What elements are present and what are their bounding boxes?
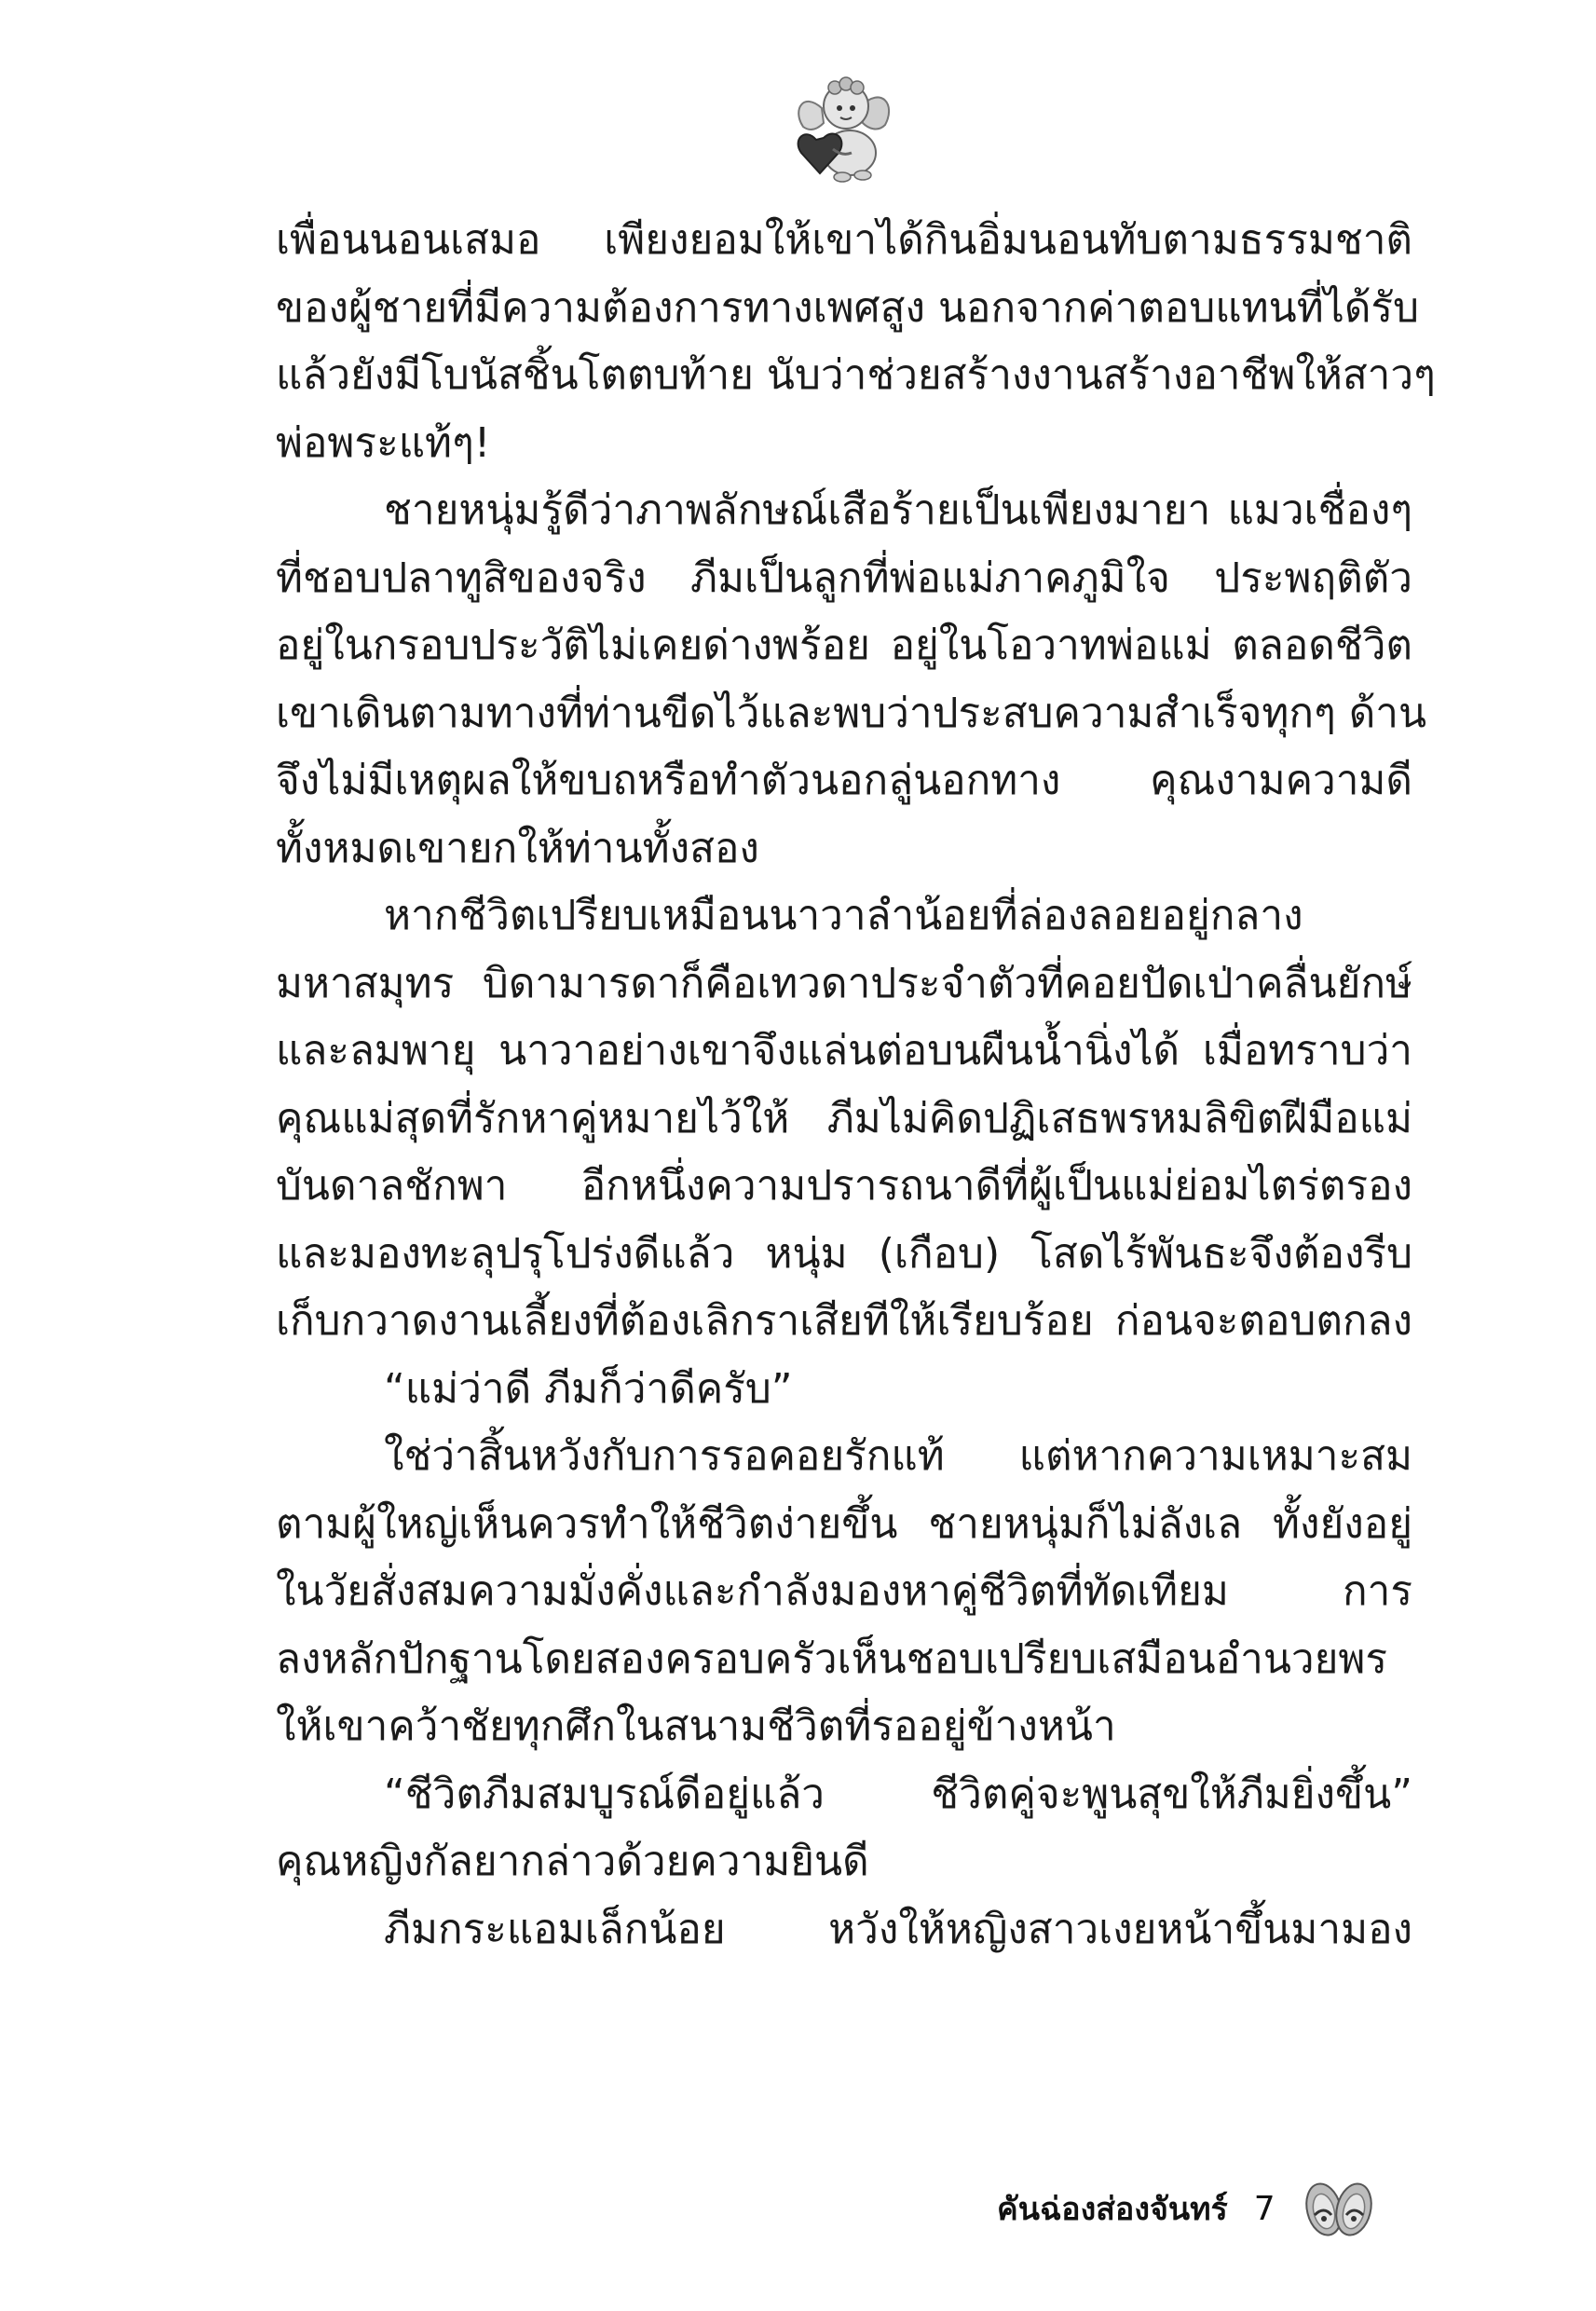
text-line: และมองทะลุปรุโปร่งดีแล้ว หนุ่ม (เกือบ) โสดไร้พันธะจึงต้องรีบ	[276, 1229, 1412, 1278]
text-line: จึงไม่มีเหตุผลให้ขบถหรือทำตัวนอกลู่นอกทาง คุณงามความดี	[276, 757, 1412, 804]
text-line: แล้วยังมีโบนัสชิ้นโตตบท้าย นับว่าช่วยสร้างงานสร้างอาชีพให้สาวๆ	[276, 351, 1436, 399]
paragraph	[276, 477, 1427, 882]
text-line: หากชีวิตเปรียบเหมือนนาวาลำน้อยที่ล่องลอยอยู่กลาง	[384, 892, 1303, 939]
text-line: บันดาลชักพา อีกหนึ่งความปรารถนาดีที่ผู้เป็นแม่ย่อมไตร่ตรอง	[276, 1162, 1412, 1210]
text-line: ของผู้ชายที่มีความต้องการทางเพศสูง นอกจากค่าตอบแทนที่ได้รับ	[276, 283, 1419, 332]
text-line: ตามผู้ใหญ่เห็นควรทำให้ชีวิตง่ายขึ้น ชายหนุ่มก็ไม่ลังเล ทั้งยังอยู่	[276, 1499, 1412, 1548]
text-line: ให้เขาคว้าชัยทุกศึกในสนามชีวิตที่รออยู่ข้างหน้า	[276, 1702, 1116, 1750]
text-line: ลงหลักปักฐานโดยสองครอบครัวเห็นชอบเปรียบเสมือนอำนวยพร	[276, 1634, 1388, 1683]
text-line: ทั้งหมดเขายกให้ท่านทั้งสอง	[276, 824, 759, 872]
paragraph	[276, 1423, 1412, 1761]
body-text	[276, 207, 1436, 1963]
slippers-icon	[1302, 2178, 1376, 2239]
text-line: เพื่อนนอนเสมอ เพียงยอมให้เขาได้กินอิ่มนอนทับตามธรรมชาติ	[276, 216, 1412, 264]
text-line: “ชีวิตภีมสมบูรณ์ดีอยู่แล้ว ชีวิตคู่จะพูนสุขให้ภีมยิ่งขึ้น”	[384, 1770, 1412, 1818]
page-footer	[997, 2171, 1376, 2246]
text-line: คุณแม่สุดที่รักหาคู่หมายไว้ให้ ภีมไม่คิดปฏิเสธพรหมลิขิตฝีมือแม่	[276, 1094, 1412, 1142]
paragraph	[276, 882, 1412, 1356]
text-line: ในวัยสั่งสมความมั่งคั่งและกำลังมองหาคู่ชีวิตที่ทัดเทียม การ	[276, 1567, 1412, 1615]
text-line: เก็บกวาดงานเลี้ยงที่ต้องเลิกราเสียทีให้เรียบร้อย ก่อนจะตอบตกลง	[276, 1297, 1412, 1345]
text-line: มหาสมุทร บิดามารดาก็คือเทวดาประจำตัวที่คอยปัดเป่าคลื่นยักษ์	[276, 959, 1412, 1007]
text-line: “แม่ว่าดี ภีมก็ว่าดีครับ”	[384, 1364, 793, 1413]
text-line: ภีมกระแอมเล็กน้อย หวังให้หญิงสาวเงยหน้าขึ้นมามอง	[384, 1905, 1412, 1953]
paragraph	[276, 207, 1436, 477]
book-title: คันฉ่องส่องจันทร์	[997, 2191, 1228, 2228]
text-line: ใช่ว่าสิ้นหวังกับการรอคอยรักแท้ แต่หากความเหมาะสม	[384, 1432, 1412, 1480]
paragraph	[276, 1896, 1412, 1964]
text-line: ที่ชอบปลาทูสิของจริง ภีมเป็นลูกที่พ่อแม่ภาคภูมิใจ ประพฤติตัว	[276, 554, 1412, 602]
page-number: 7	[1253, 2189, 1275, 2228]
text-line: อยู่ในกรอบประวัติไม่เคยด่างพร้อย อยู่ในโอวาทพ่อแม่ ตลอดชีวิต	[276, 622, 1412, 669]
paragraph	[276, 1761, 1412, 1896]
text-line: เขาเดินตามทางที่ท่านขีดไว้และพบว่าประสบความสำเร็จทุกๆ ด้าน	[276, 689, 1427, 737]
text-line: ชายหนุ่มรู้ดีว่าภาพลักษณ์เสือร้ายเป็นเพียงมายา แมวเชื่องๆ	[384, 486, 1412, 534]
text-line: พ่อพระแท้ๆ!	[276, 418, 491, 467]
text-line: คุณหญิงกัลยากล่าวด้วยความยินดี	[276, 1838, 869, 1885]
cherub-with-heart-icon	[788, 67, 900, 188]
text-line: และลมพายุ นาวาอย่างเขาจึงแล่นต่อบนผืนน้ำนิ่งได้ เมื่อทราบว่า	[276, 1027, 1412, 1074]
paragraph	[276, 1356, 1412, 1424]
